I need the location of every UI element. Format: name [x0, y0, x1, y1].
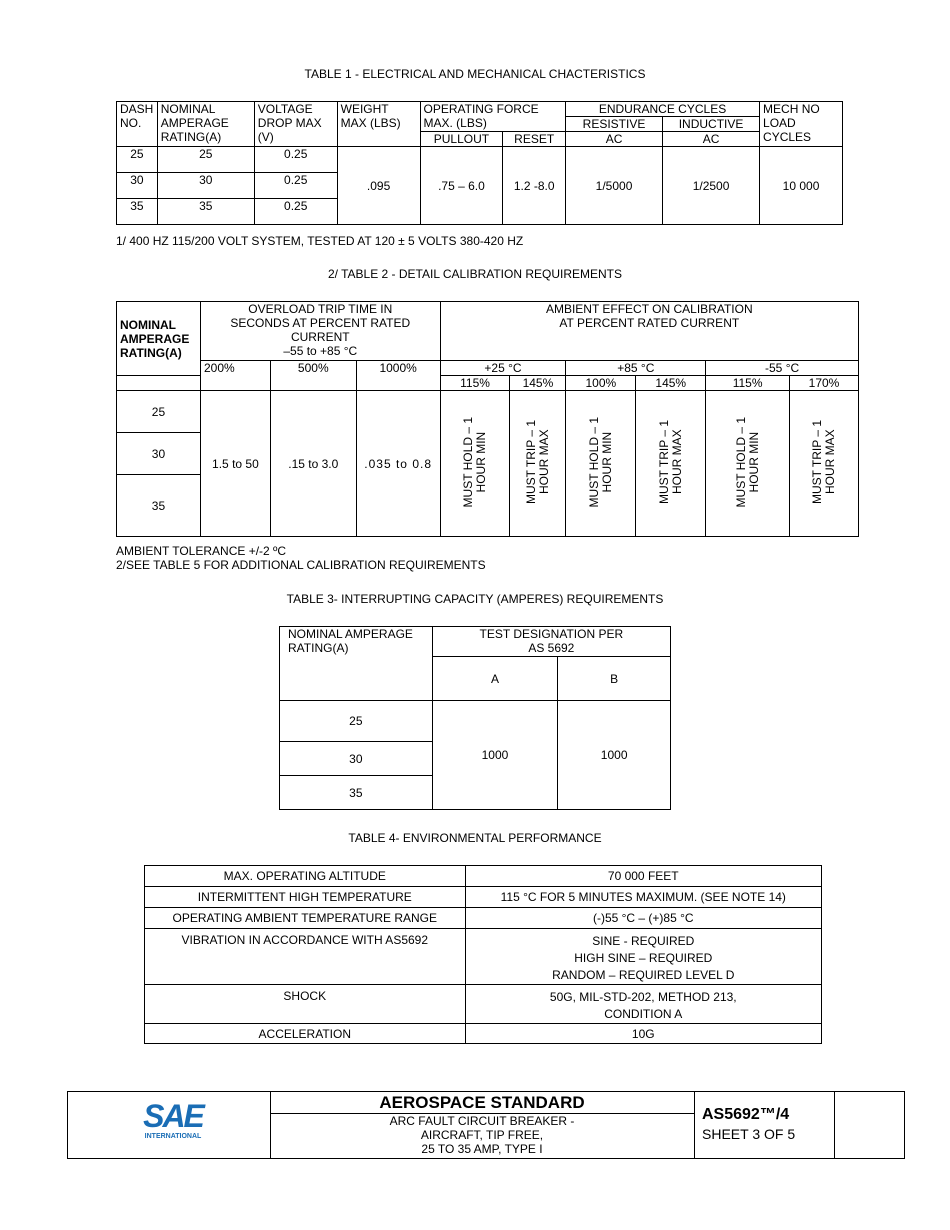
table1-caption: TABLE 1 - ELECTRICAL AND MECHANICAL CHACTERISTICS — [304, 67, 646, 81]
t4-param: OPERATING AMBIENT TEMPERATURE RANGE — [145, 908, 466, 929]
t2-amb-pct: 100% — [566, 376, 636, 391]
t4-value: 50G, MIL-STD-202, METHOD 213, CONDITION A — [465, 985, 821, 1024]
title-block-doc-cell — [694, 1092, 835, 1158]
table4 — [144, 865, 822, 1044]
t1-header-ac1: AC — [566, 132, 663, 147]
t1-header-nominal: NOMINAL AMPERAGE RATING(A) — [157, 102, 254, 147]
t3-rating: 30 — [280, 742, 433, 776]
t2-blank-cell — [117, 376, 201, 391]
t1-header-reset: RESET — [503, 132, 566, 147]
t2-pct-200: 200% — [200, 361, 270, 391]
t3-value-a: 1000 — [432, 701, 558, 810]
t2-header-ambient: AMBIENT EFFECT ON CALIBRATION AT PERCENT RATED CURRENT — [440, 302, 858, 361]
t3-value-b: 1000 — [558, 701, 671, 810]
t3-rating: 25 — [280, 701, 433, 742]
t2-trip-500: .15 to 3.0 — [270, 391, 356, 537]
t1-header-inductive: INDUCTIVE — [663, 117, 760, 132]
t1-mech-value: 10 000 — [760, 147, 843, 225]
title-block-subtitle: ARC FAULT CIRCUIT BREAKER - AIRCRAFT, TIP FREE, 25 TO 35 AMP, TYPE I — [389, 1114, 575, 1156]
table2-note-tolerance: AMBIENT TOLERANCE +/-2 ºC — [116, 544, 287, 558]
t1-header-ac2: AC — [663, 132, 760, 147]
t2-pct-1000: 1000% — [356, 361, 440, 391]
table2-caption: 2/ TABLE 2 - DETAIL CALIBRATION REQUIREMENTS — [327, 267, 623, 281]
t2-trip-200: 1.5 to 50 — [200, 391, 270, 537]
t2-ambient-value: MUST HOLD – 1 HOUR MIN — [586, 416, 614, 508]
t2-header-nominal: NOMINAL AMPERAGE RATING(A) — [117, 302, 201, 376]
t4-param: MAX. OPERATING ALTITUDE — [145, 866, 466, 887]
t4-param: ACCELERATION — [145, 1024, 466, 1044]
table1 — [116, 101, 843, 225]
t1-header-voltage: VOLTAGE DROP MAX (V) — [254, 102, 337, 147]
table-cell: 0.25 — [254, 147, 337, 173]
table2 — [116, 301, 859, 537]
t1-inductive-value: 1/2500 — [663, 147, 760, 225]
t2-temp-25: +25 °C — [440, 361, 566, 376]
t1-pullout-value: .75 – 6.0 — [420, 147, 503, 225]
t2-ambient-value: MUST HOLD – 1 HOUR MIN — [733, 416, 761, 508]
table-cell: 25 — [157, 147, 254, 173]
t2-trip-1000: .035 to 0.8 — [356, 391, 440, 537]
doc-number: AS5692™/4 — [702, 1106, 790, 1123]
t2-amb-pct: 115% — [440, 376, 510, 391]
t2-ambient-value: MUST TRIP – 1 HOUR MAX — [810, 419, 838, 505]
t3-rating: 35 — [280, 776, 433, 810]
title-block-title-cell — [270, 1092, 695, 1158]
t2-amb-pct: 170% — [790, 376, 859, 391]
table-cell: 0.25 — [254, 173, 337, 199]
table-cell: 35 — [117, 199, 158, 225]
t3-col-b: B — [558, 657, 671, 701]
t3-header-nominal: NOMINAL AMPERAGE RATING(A) — [280, 627, 433, 701]
t4-param: INTERMITTENT HIGH TEMPERATURE — [145, 887, 466, 908]
t1-header-mech: MECH NO LOAD CYCLES — [760, 102, 843, 147]
t4-value: 10G — [465, 1024, 821, 1044]
t2-rating: 35 — [117, 475, 201, 537]
t1-header-pullout: PULLOUT — [420, 132, 503, 147]
table3 — [279, 626, 671, 810]
t1-header-weight: WEIGHT MAX (LBS) — [337, 102, 420, 147]
table-cell: 35 — [157, 199, 254, 225]
sae-logo-text: SAE — [143, 1098, 203, 1134]
t4-param: VIBRATION IN ACCORDANCE WITH AS5692 — [145, 929, 466, 985]
t1-resistive-value: 1/5000 — [566, 147, 663, 225]
table-cell: 25 — [117, 147, 158, 173]
t1-header-dash: DASH NO. — [117, 102, 158, 147]
t1-header-opforce: OPERATING FORCE MAX. (LBS) — [420, 102, 566, 132]
t2-pct-500: 500% — [270, 361, 356, 391]
t2-amb-pct: 115% — [706, 376, 790, 391]
title-block-title: AEROSPACE STANDARD — [270, 1092, 694, 1114]
sae-logo-sub: INTERNATIONAL — [144, 1133, 202, 1140]
t1-header-resistive: RESISTIVE — [566, 117, 663, 132]
table2-note-see-table5: 2/SEE TABLE 5 FOR ADDITIONAL CALIBRATION REQUIREMENTS — [116, 558, 486, 572]
t4-value: SINE - REQUIRED HIGH SINE – REQUIRED RANDOM – REQUIRED LEVEL D — [465, 929, 821, 985]
t2-amb-pct: 145% — [636, 376, 706, 391]
t2-temp-m55: -55 °C — [706, 361, 859, 376]
t2-amb-pct: 145% — [510, 376, 566, 391]
sae-logo — [138, 1100, 208, 1140]
table4-caption: TABLE 4- ENVIRONMENTAL PERFORMANCE — [348, 831, 602, 845]
t4-value: 115 °C FOR 5 MINUTES MAXIMUM. (SEE NOTE 14) — [465, 887, 821, 908]
table-cell: 30 — [117, 173, 158, 199]
t2-ambient-value: MUST TRIP – 1 HOUR MAX — [656, 419, 684, 505]
t1-header-endurance: ENDURANCE CYCLES — [566, 102, 760, 117]
title-block — [67, 1091, 905, 1159]
t4-param: SHOCK — [145, 985, 466, 1024]
t4-value: 70 000 FEET — [465, 866, 821, 887]
t2-rating: 25 — [117, 391, 201, 433]
t4-value: (-)55 °C – (+)85 °C — [465, 908, 821, 929]
t1-reset-value: 1.2 -8.0 — [503, 147, 566, 225]
table1-footnote: 1/ 400 HZ 115/200 VOLT SYSTEM, TESTED AT 120 ± 5 VOLTS 380-420 HZ — [116, 234, 524, 248]
t2-rating: 30 — [117, 433, 201, 475]
t2-ambient-value: MUST HOLD – 1 HOUR MIN — [461, 416, 489, 508]
t3-header-test: TEST DESIGNATION PER AS 5692 — [432, 627, 670, 657]
t2-temp-85: +85 °C — [566, 361, 706, 376]
t1-weight-value: .095 — [337, 147, 420, 225]
table3-caption: TABLE 3- INTERRUPTING CAPACITY (AMPERES) REQUIREMENTS — [286, 592, 664, 606]
sheet-number: SHEET 3 OF 5 — [702, 1126, 796, 1142]
t3-col-a: A — [432, 657, 558, 701]
table-cell: 0.25 — [254, 199, 337, 225]
t2-header-overload: OVERLOAD TRIP TIME IN SECONDS AT PERCENT RATED CURRENT –55 to +85 °C — [200, 302, 440, 361]
table-cell: 30 — [157, 173, 254, 199]
title-block-logo-cell — [68, 1092, 271, 1158]
t2-ambient-value: MUST TRIP – 1 HOUR MAX — [523, 419, 551, 505]
